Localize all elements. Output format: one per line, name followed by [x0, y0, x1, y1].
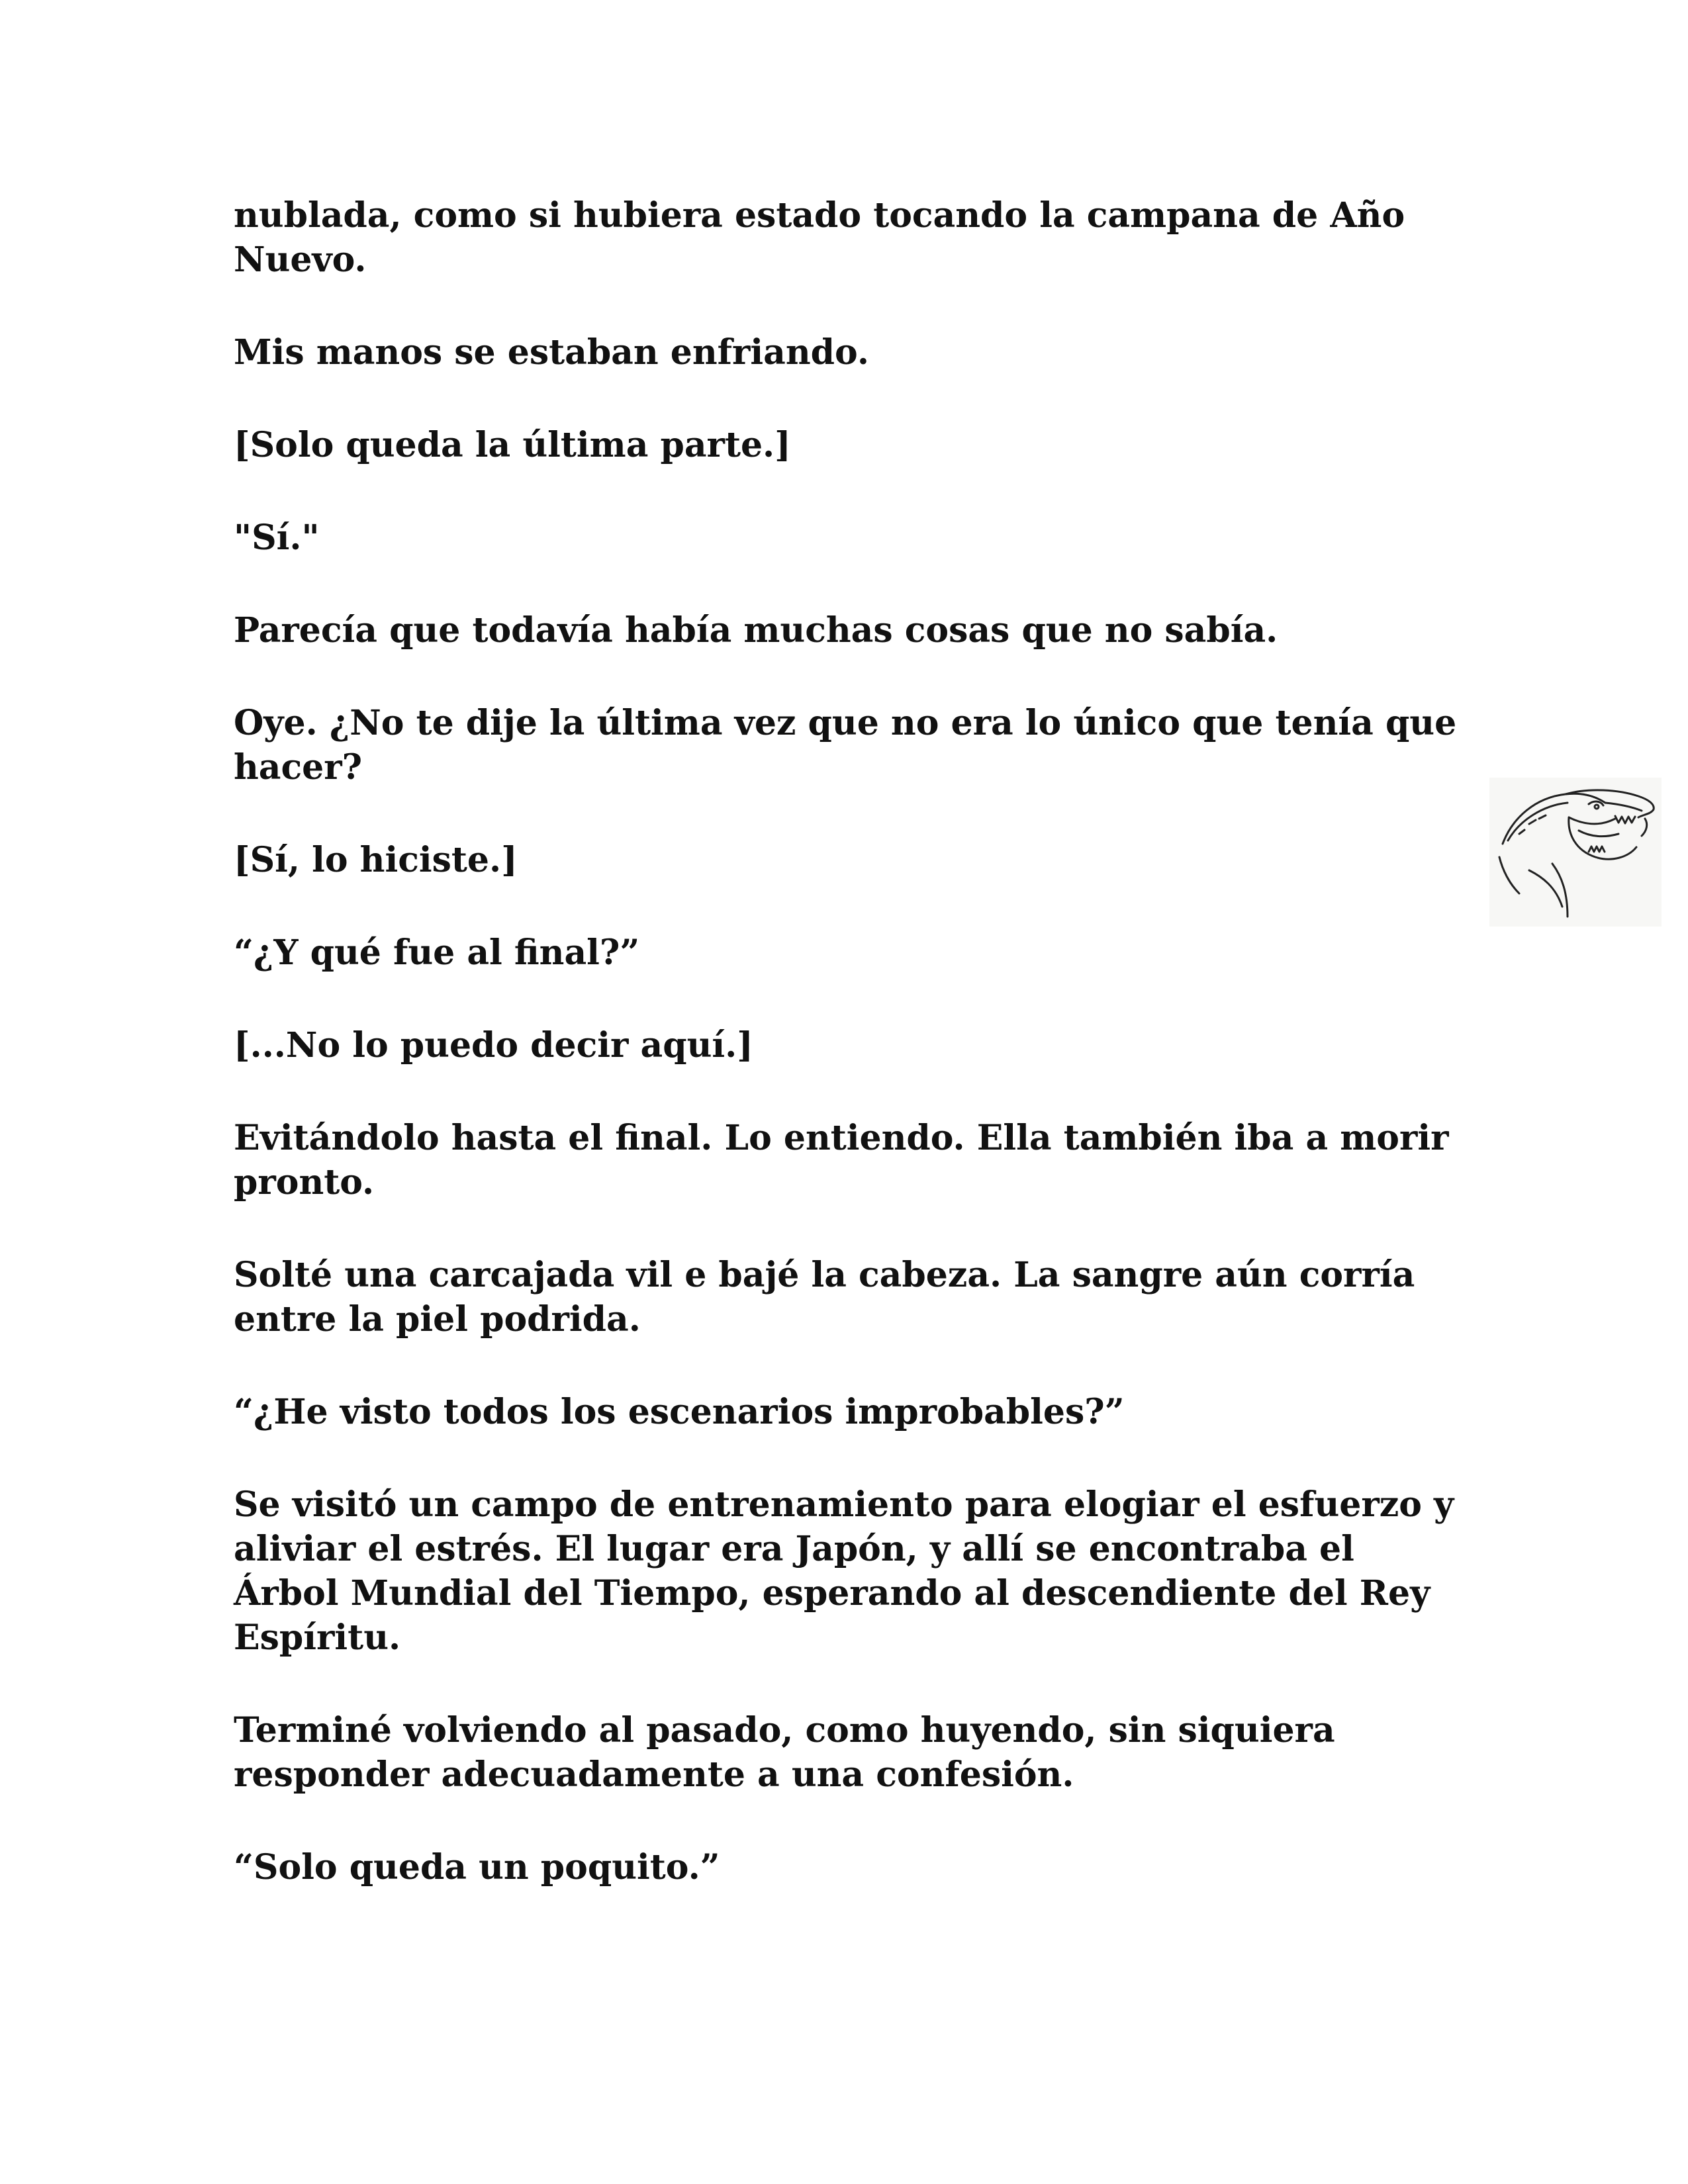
paragraph: “Solo queda un poquito.”	[234, 1847, 720, 1888]
paragraph: Oye. ¿No te dije la última vez que no era lo único que tenía que hacer?	[234, 703, 1457, 788]
paragraph: “¿Y qué fue al final?”	[234, 933, 640, 973]
document-body	[234, 193, 1458, 1938]
paragraph: Terminé volviendo al pasado, como huyendo, sin siquiera responder adecuadamente a una confesión.	[234, 1710, 1335, 1795]
paragraph: Evitándolo hasta el final. Lo entiendo. Ella también iba a morir pronto.	[234, 1118, 1449, 1203]
paragraph: nublada, como si hubiera estado tocando la campana de Año Nuevo.	[234, 195, 1405, 280]
dinosaur-head-sketch-icon	[1489, 778, 1662, 927]
paragraph: [...No lo puedo decir aquí.]	[234, 1025, 753, 1066]
paragraph: Mis manos se estaban enfriando.	[234, 332, 869, 373]
paragraph: "Sí."	[234, 518, 320, 558]
paragraph: [Sí, lo hiciste.]	[234, 840, 518, 880]
paragraph: [Solo queda la última parte.]	[234, 425, 791, 465]
paragraph: “¿He visto todos los escenarios improbables?”	[234, 1392, 1125, 1432]
paragraph: Se visitó un campo de entrenamiento para elogiar el esfuerzo y aliviar el estrés. El lugar era Japón, y allí se encontraba el Árbol Mundial del Tiempo, esperando al descendiente del Rey Espíritu.	[234, 1484, 1454, 1658]
paragraph: Parecía que todavía había muchas cosas que no sabía.	[234, 610, 1278, 651]
paragraph: Solté una carcajada vil e bajé la cabeza. La sangre aún corría entre la piel podrida.	[234, 1255, 1415, 1340]
